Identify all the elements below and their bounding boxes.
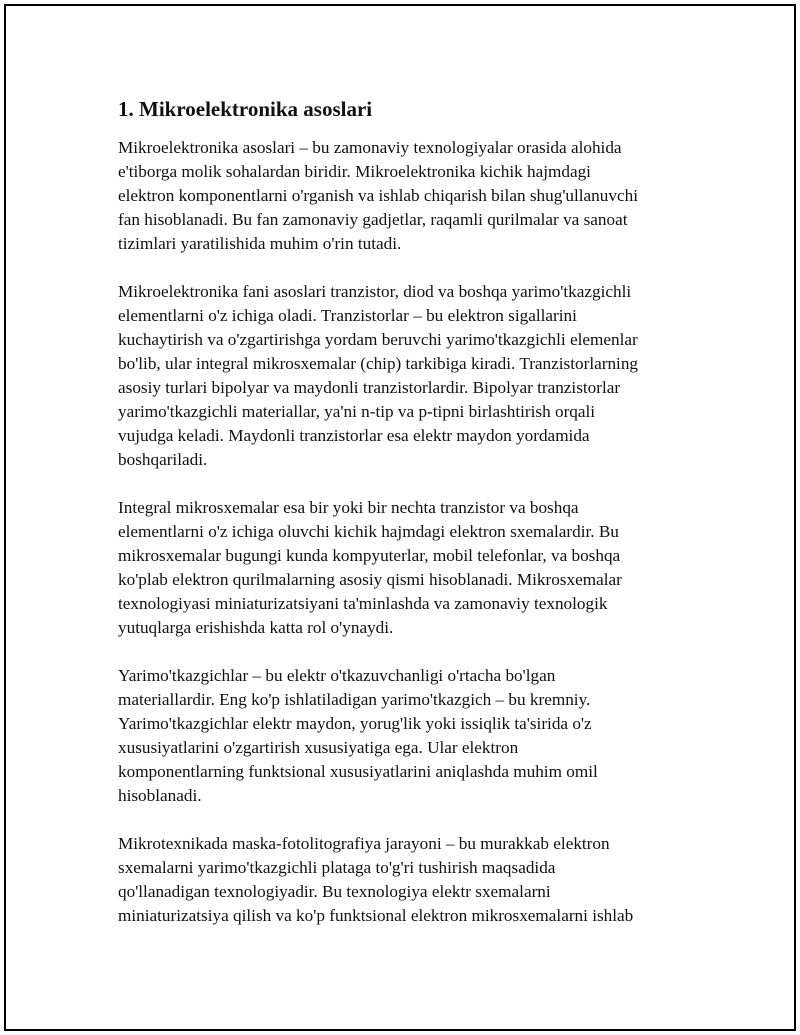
text-line: bo'lib, ular integral mikrosxemalar (chip) tarkibiga kiradi. Tranzistorlarning [118, 354, 639, 373]
text-line: elementlarni o'z ichiga oladi. Tranzistorlar – bu elektron sigallarini [118, 306, 577, 325]
text-line: vujudga keladi. Maydonli tranzistorlar esa elektr maydon yordamida [118, 426, 590, 445]
paragraph-4 [118, 664, 686, 808]
text-line: yarimo'tkazgichli materiallar, ya'ni n-tip va p-tipni birlashtirish orqali [118, 402, 596, 421]
section-title: 1. Mikroelektronika asoslari [118, 97, 373, 121]
text-line: ko'plab elektron qurilmalarning asosiy qismi hisoblanadi. Mikrosxemalar [118, 570, 622, 589]
text-line: texnologiyasi miniaturizatsiyani ta'minlashda va zamonaviy texnologik [118, 594, 608, 613]
text-line: e'tiborga molik sohalardan biridir. Mikroelektronika kichik hajmdagi [118, 162, 591, 181]
text-line: Integral mikrosxemalar esa bir yoki bir nechta tranzistor va boshqa [118, 498, 579, 517]
text-line: hisoblanadi. [118, 786, 202, 805]
text-line: xususiyatlarini o'zgartirish xususiyatiga ega. Ular elektron [118, 738, 519, 757]
text-line: boshqariladi. [118, 450, 208, 469]
text-line: komponentlarning funktsional xususiyatlarini aniqlashda muhim omil [118, 762, 598, 781]
text-line: qo'llanadigan texnologiyadir. Bu texnologiya elektr sxemalarni [118, 882, 551, 901]
text-line: Mikrotexnikada maska-fotolitografiya jarayoni – bu murakkab elektron [118, 834, 610, 853]
text-line: miniaturizatsiya qilish va ko'p funktsional elektron mikrosxemalarni ishlab [118, 906, 634, 925]
text-line: elektron komponentlarni o'rganish va ishlab chiqarish bilan shug'ullanuvchi [118, 186, 638, 205]
paragraph-2 [118, 280, 686, 472]
text-line: kuchaytirish va o'zgartirishga yordam beruvchi yarimo'tkazgichli elemenlar [118, 330, 638, 349]
text-line: tizimlari yaratilishida muhim o'rin tutadi. [118, 234, 402, 253]
paragraph-1 [118, 136, 686, 256]
paragraph-3 [118, 496, 686, 640]
text-line: yutuqlarga erishishda katta rol o'ynaydi. [118, 618, 394, 637]
document-content [118, 94, 686, 952]
text-line: Yarimo'tkazgichlar – bu elektr o'tkazuvchanligi o'rtacha bo'lgan [118, 666, 556, 685]
text-line: mikrosxemalar bugungi kunda kompyuterlar, mobil telefonlar, va boshqa [118, 546, 621, 565]
text-line: materiallardir. Eng ko'p ishlatiladigan yarimo'tkazgich – bu kremniy. [118, 690, 591, 709]
paragraph-5 [118, 832, 686, 928]
text-line: Mikroelektronika fani asoslari tranzistor, diod va boshqa yarimo'tkazgichli [118, 282, 632, 301]
text-line: asosiy turlari bipolyar va maydonli tranzistorlardir. Bipolyar tranzistorlar [118, 378, 621, 397]
document-page [4, 4, 796, 1031]
text-line: sxemalarni yarimo'tkazgichli plataga to'g'ri tushirish maqsadida [118, 858, 556, 877]
text-line: Mikroelektronika asoslari – bu zamonaviy texnologiyalar orasida alohida [118, 138, 622, 157]
text-line: Yarimo'tkazgichlar elektr maydon, yorug'lik yoki issiqlik ta'sirida o'z [118, 714, 592, 733]
text-line: fan hisoblanadi. Bu fan zamonaviy gadjetlar, raqamli qurilmalar va sanoat [118, 210, 628, 229]
text-line: elementlarni o'z ichiga oluvchi kichik hajmdagi elektron sxemalardir. Bu [118, 522, 619, 541]
